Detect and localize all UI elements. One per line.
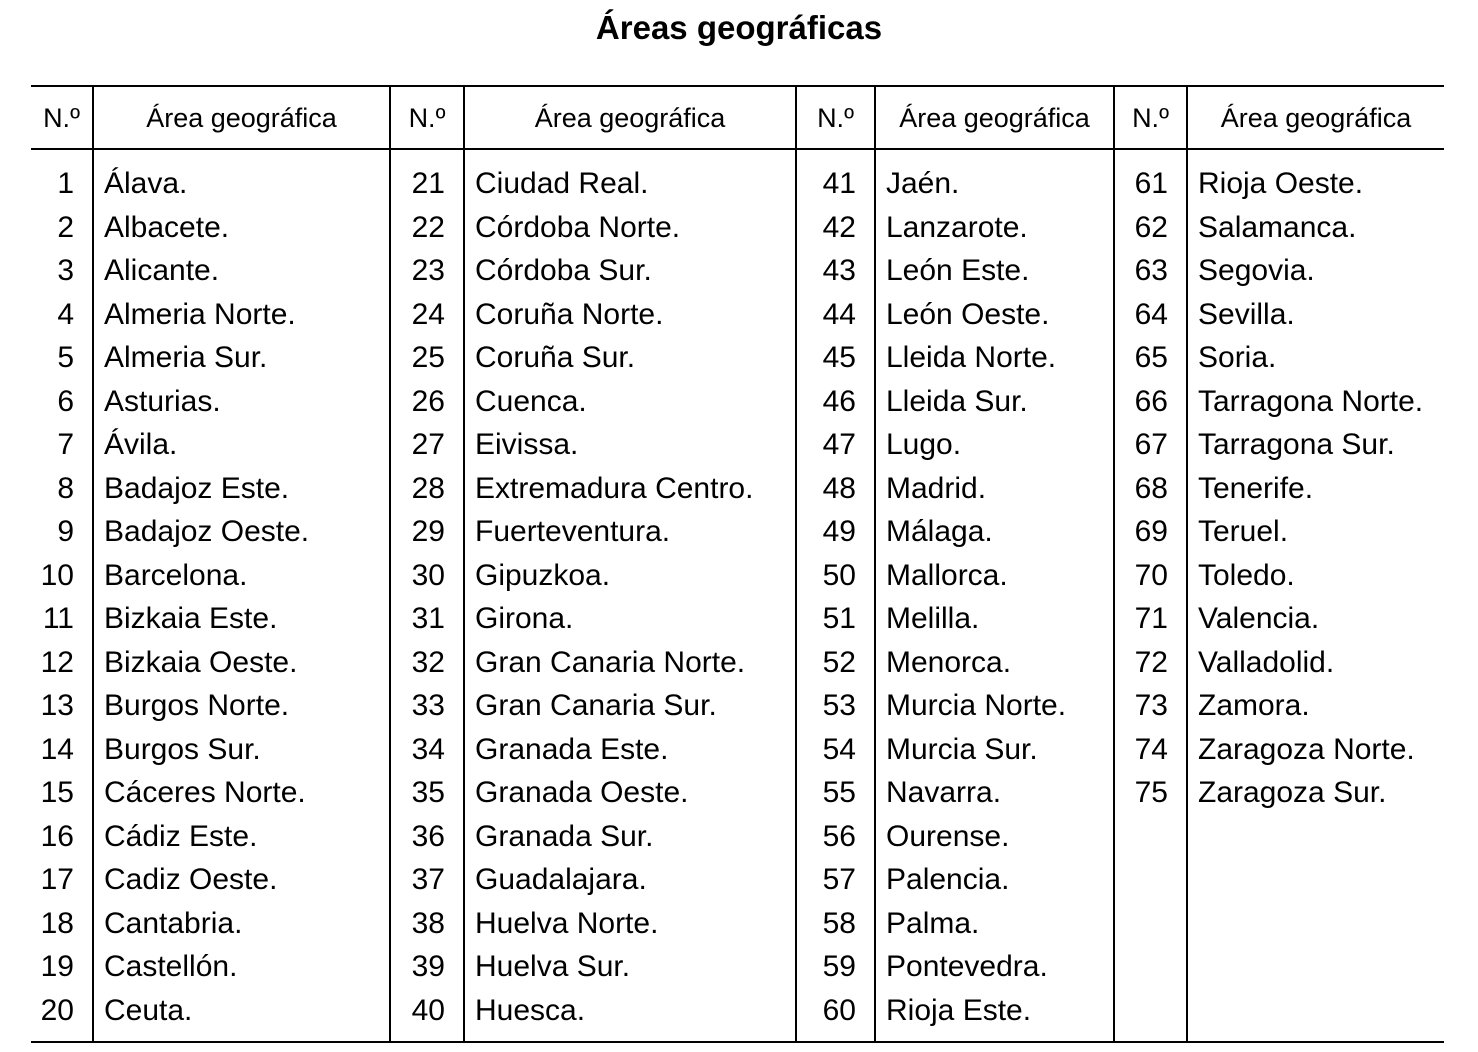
- table-row: [31, 815, 1444, 859]
- table-row: [31, 728, 1444, 772]
- area-number: 58: [796, 902, 875, 946]
- table-row: [31, 641, 1444, 685]
- area-number: 23: [390, 249, 464, 293]
- area-name: Lleida Sur.: [875, 380, 1114, 424]
- area-name: Fuerteventura.: [464, 510, 796, 554]
- area-number: 66: [1114, 380, 1187, 424]
- area-number: 8: [31, 467, 93, 511]
- area-name: Rioja Oeste.: [1198, 167, 1364, 200]
- area-name: Gipuzkoa.: [464, 554, 796, 598]
- area-name: Eivissa.: [464, 423, 796, 467]
- area-name: Tarragona Sur.: [1198, 428, 1395, 461]
- area-number: 31: [390, 597, 464, 641]
- area-name: Granada Este.: [464, 728, 796, 772]
- area-name: Barcelona.: [93, 554, 390, 598]
- area-name: Burgos Sur.: [93, 728, 390, 772]
- area-number: 52: [796, 641, 875, 685]
- area-number: 36: [390, 815, 464, 859]
- area-number: 1: [31, 149, 93, 206]
- area-number: 19: [31, 945, 93, 989]
- table-row: [31, 684, 1444, 728]
- area-name: Huelva Norte.: [464, 902, 796, 946]
- area-name: Cantabria.: [93, 902, 390, 946]
- area-number: 65: [1114, 336, 1187, 380]
- area-number: 40: [390, 989, 464, 1043]
- table-row: [31, 902, 1444, 946]
- area-number: 42: [796, 206, 875, 250]
- area-name: Coruña Sur.: [464, 336, 796, 380]
- area-name: Mallorca.: [875, 554, 1114, 598]
- area-number: 14: [31, 728, 93, 772]
- area-number: 74: [1114, 728, 1187, 772]
- area-name: Ourense.: [875, 815, 1114, 859]
- area-name: Almeria Sur.: [93, 336, 390, 380]
- table-body: [31, 149, 1444, 1042]
- area-name: Zamora.: [1198, 689, 1310, 722]
- area-number: 21: [390, 149, 464, 206]
- area-name: Tenerife.: [1198, 471, 1314, 505]
- area-number: 71: [1114, 597, 1187, 641]
- area-number: 24: [390, 293, 464, 337]
- area-number: 61: [1114, 149, 1187, 206]
- area-name: Lugo.: [875, 423, 1114, 467]
- header-number: N.º: [31, 86, 93, 149]
- table-row: [31, 149, 1444, 206]
- area-number: 34: [390, 728, 464, 772]
- area-name: Córdoba Norte.: [464, 206, 796, 250]
- area-name: Badajoz Este.: [93, 467, 390, 511]
- area-number: 5: [31, 336, 93, 380]
- area-name: Rioja Este.: [875, 989, 1114, 1043]
- area-name: Girona.: [464, 597, 796, 641]
- area-name: Alicante.: [93, 249, 390, 293]
- area-number: 35: [390, 771, 464, 815]
- area-number: 51: [796, 597, 875, 641]
- area-name: Burgos Norte.: [93, 684, 390, 728]
- area-number: [1114, 815, 1187, 859]
- area-number: 10: [31, 554, 93, 598]
- area-name: Madrid.: [875, 467, 1114, 511]
- area-number: 70: [1114, 554, 1187, 598]
- header-area: Área geográfica: [875, 86, 1114, 149]
- area-name: Toledo.: [1198, 558, 1295, 592]
- area-name: Coruña Norte.: [464, 293, 796, 337]
- area-number: 20: [31, 989, 93, 1043]
- area-number: 25: [390, 336, 464, 380]
- area-name: Extremadura Centro.: [464, 467, 796, 511]
- area-number: 48: [796, 467, 875, 511]
- area-number: 49: [796, 510, 875, 554]
- area-name: Granada Sur.: [464, 815, 796, 859]
- area-number: 16: [31, 815, 93, 859]
- area-number: 68: [1114, 467, 1187, 511]
- area-number: 60: [796, 989, 875, 1043]
- area-number: [1114, 989, 1187, 1043]
- area-name: Málaga.: [875, 510, 1114, 554]
- area-name: Menorca.: [875, 641, 1114, 685]
- area-number: 27: [390, 423, 464, 467]
- area-number: 64: [1114, 293, 1187, 337]
- area-number: 9: [31, 510, 93, 554]
- header-row: [31, 86, 1444, 149]
- area-number: 4: [31, 293, 93, 337]
- area-name: Almeria Norte.: [93, 293, 390, 337]
- area-number: 57: [796, 858, 875, 902]
- area-number: 26: [390, 380, 464, 424]
- table-row: [31, 597, 1444, 641]
- area-name: Zaragoza Sur.: [1198, 776, 1387, 809]
- page-title: Áreas geográficas: [595, 9, 883, 46]
- area-number: 11: [31, 597, 93, 641]
- header-number: N.º: [796, 86, 875, 149]
- area-number: 54: [796, 728, 875, 772]
- area-name: Bizkaia Este.: [93, 597, 390, 641]
- area-number: 33: [390, 684, 464, 728]
- area-name: Zaragoza Norte.: [1198, 732, 1415, 766]
- area-number: 44: [796, 293, 875, 337]
- area-number: 22: [390, 206, 464, 250]
- area-number: [1114, 902, 1187, 946]
- area-number: 37: [390, 858, 464, 902]
- header-number: N.º: [390, 86, 464, 149]
- area-name: Sevilla.: [1198, 297, 1295, 331]
- area-name: Cádiz Este.: [93, 815, 390, 859]
- area-name: Bizkaia Oeste.: [93, 641, 390, 685]
- area-name: Palma.: [875, 902, 1114, 946]
- area-name: [1187, 858, 1444, 902]
- area-name: Albacete.: [93, 206, 390, 250]
- area-number: 72: [1114, 641, 1187, 685]
- table-row: [31, 467, 1444, 511]
- area-name: [1187, 902, 1444, 946]
- area-number: 75: [1114, 771, 1187, 815]
- area-number: 46: [796, 380, 875, 424]
- area-name: Ávila.: [93, 423, 390, 467]
- area-name: [1187, 989, 1444, 1043]
- area-number: [1114, 945, 1187, 989]
- area-number: 13: [31, 684, 93, 728]
- area-number: 41: [796, 149, 875, 206]
- area-name: Álava.: [93, 149, 390, 206]
- area-name: Córdoba Sur.: [464, 249, 796, 293]
- table-row: [31, 380, 1444, 424]
- area-name: [1187, 945, 1444, 989]
- area-name: Gran Canaria Sur.: [464, 684, 796, 728]
- area-name: Soria.: [1198, 341, 1277, 374]
- area-name: Asturias.: [93, 380, 390, 424]
- area-number: 12: [31, 641, 93, 685]
- area-number: 50: [796, 554, 875, 598]
- table-row: [31, 249, 1444, 293]
- area-number: 47: [796, 423, 875, 467]
- area-number: 45: [796, 336, 875, 380]
- area-number: 3: [31, 249, 93, 293]
- area-number: 17: [31, 858, 93, 902]
- area-name: Jaén.: [875, 149, 1114, 206]
- area-number: 62: [1114, 206, 1187, 250]
- area-number: 7: [31, 423, 93, 467]
- header-area: Área geográfica: [464, 86, 796, 149]
- table-row: [31, 989, 1444, 1043]
- area-number: 69: [1114, 510, 1187, 554]
- area-name: [1187, 815, 1444, 859]
- table-row: [31, 771, 1444, 815]
- table-row: [31, 336, 1444, 380]
- area-number: 55: [796, 771, 875, 815]
- area-number: 30: [390, 554, 464, 598]
- header-number: N.º: [1114, 86, 1187, 149]
- table-row: [31, 510, 1444, 554]
- area-name: Teruel.: [1198, 515, 1289, 548]
- table-row: [31, 858, 1444, 902]
- area-name: Ceuta.: [93, 989, 390, 1043]
- area-number: 73: [1114, 684, 1187, 728]
- area-name: Murcia Sur.: [875, 728, 1114, 772]
- area-name: Segovia.: [1198, 254, 1315, 287]
- area-name: Murcia Norte.: [875, 684, 1114, 728]
- areas-table: [31, 85, 1444, 1043]
- table-row: [31, 293, 1444, 337]
- area-name: Gran Canaria Norte.: [464, 641, 796, 685]
- table-row: [31, 945, 1444, 989]
- area-name: Cáceres Norte.: [93, 771, 390, 815]
- area-name: León Este.: [875, 249, 1114, 293]
- area-number: 38: [390, 902, 464, 946]
- area-number: 6: [31, 380, 93, 424]
- area-number: 2: [31, 206, 93, 250]
- header-area: Área geográfica: [1187, 86, 1444, 149]
- area-number: 56: [796, 815, 875, 859]
- area-number: 67: [1114, 423, 1187, 467]
- area-number: 43: [796, 249, 875, 293]
- area-name: Castellón.: [93, 945, 390, 989]
- area-name: Melilla.: [875, 597, 1114, 641]
- area-name: Granada Oeste.: [464, 771, 796, 815]
- area-number: 63: [1114, 249, 1187, 293]
- area-number: 18: [31, 902, 93, 946]
- area-name: Guadalajara.: [464, 858, 796, 902]
- area-name: Tarragona Norte.: [1198, 384, 1424, 418]
- area-name: Lleida Norte.: [875, 336, 1114, 380]
- table-row: [31, 423, 1444, 467]
- area-name: Huelva Sur.: [464, 945, 796, 989]
- area-name: Huesca.: [464, 989, 796, 1043]
- area-name: Cadiz Oeste.: [93, 858, 390, 902]
- area-name: Lanzarote.: [875, 206, 1114, 250]
- header-area: Área geográfica: [93, 86, 390, 149]
- area-name: Valencia.: [1198, 602, 1320, 635]
- area-number: 28: [390, 467, 464, 511]
- area-number: 59: [796, 945, 875, 989]
- area-number: [1114, 858, 1187, 902]
- area-name: Ciudad Real.: [464, 149, 796, 206]
- area-number: 29: [390, 510, 464, 554]
- area-name: Valladolid.: [1198, 645, 1335, 679]
- area-name: León Oeste.: [875, 293, 1114, 337]
- area-name: Palencia.: [875, 858, 1114, 902]
- area-number: 53: [796, 684, 875, 728]
- area-name: Badajoz Oeste.: [93, 510, 390, 554]
- table-row: [31, 206, 1444, 250]
- area-name: Salamanca.: [1198, 210, 1357, 244]
- area-name: Pontevedra.: [875, 945, 1114, 989]
- area-number: 32: [390, 641, 464, 685]
- area-name: Navarra.: [875, 771, 1114, 815]
- area-number: 39: [390, 945, 464, 989]
- table-row: [31, 554, 1444, 598]
- area-name: Cuenca.: [464, 380, 796, 424]
- area-number: 15: [31, 771, 93, 815]
